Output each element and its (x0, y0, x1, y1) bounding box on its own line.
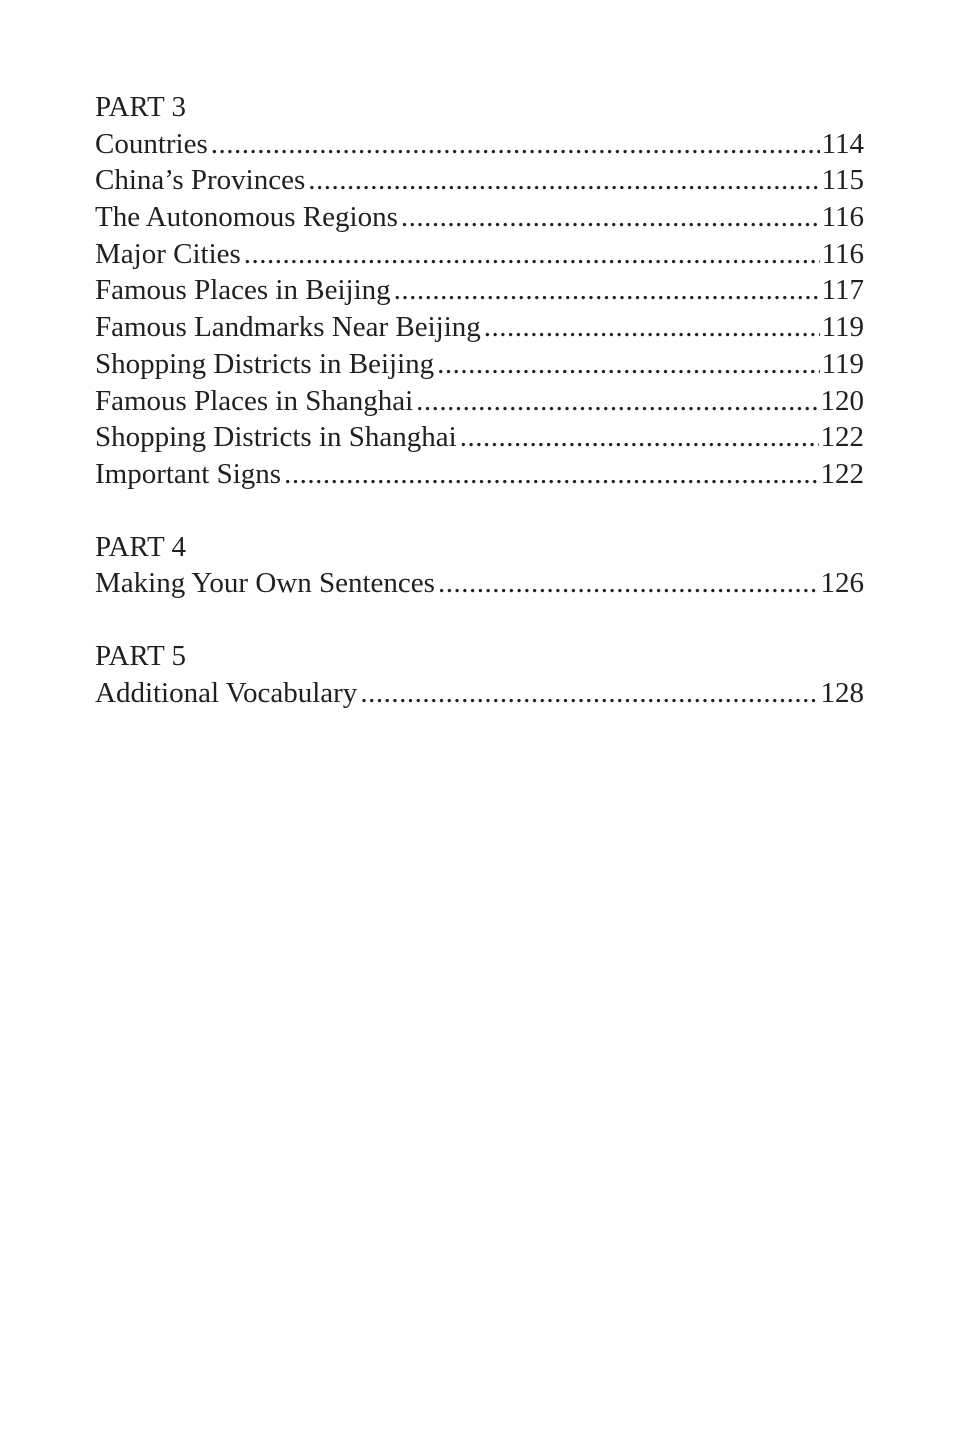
dot-leader (284, 456, 818, 493)
toc-entry-title: China’s Provinces (95, 164, 306, 197)
toc-entry-page: 115 (821, 164, 864, 197)
toc-entry[interactable] (95, 199, 864, 236)
toc-entry-page: 116 (821, 201, 864, 234)
toc-entry[interactable] (95, 346, 864, 383)
toc-entry-page: 114 (821, 127, 864, 160)
toc-entry-page: 122 (820, 421, 864, 454)
dot-leader (394, 272, 820, 309)
toc-entry-title: Famous Places in Beijing (95, 274, 391, 307)
toc-entry-title: Countries (95, 127, 208, 160)
toc-entry[interactable] (95, 565, 864, 602)
toc-entry-title: Making Your Own Sentences (95, 567, 435, 600)
toc-entry-page: 122 (820, 457, 864, 490)
section-heading: PART 3 (95, 91, 186, 123)
toc-entry-title: Shopping Districts in Beijing (95, 347, 435, 380)
toc-entry-page: 119 (821, 311, 864, 344)
toc-entry[interactable] (95, 162, 864, 199)
toc-entry-page: 128 (820, 676, 864, 709)
toc-entry[interactable] (95, 272, 864, 309)
dot-leader (360, 675, 818, 712)
toc-entry-title: The Autonomous Regions (95, 201, 398, 234)
toc-entry[interactable] (95, 456, 864, 493)
dot-leader (416, 383, 818, 420)
dot-leader (244, 236, 820, 273)
dot-leader (438, 565, 819, 602)
toc-entry-title: Additional Vocabulary (95, 676, 358, 709)
toc-entry[interactable] (95, 309, 864, 346)
toc-entry-title: Shopping Districts in Shanghai (95, 421, 457, 454)
table-of-contents (95, 89, 864, 747)
toc-entry[interactable] (95, 236, 864, 273)
dot-leader (211, 126, 820, 163)
toc-entry-page: 116 (821, 237, 864, 270)
dot-leader (460, 419, 819, 456)
toc-section-part-5 (95, 638, 864, 711)
toc-entry-title: Major Cities (95, 237, 241, 270)
toc-entry-page: 126 (820, 567, 864, 600)
dot-leader (308, 162, 819, 199)
toc-section-part-4 (95, 529, 864, 602)
toc-entry-title: Famous Landmarks Near Beijing (95, 311, 481, 344)
toc-entry-page: 117 (821, 274, 864, 307)
toc-entry[interactable] (95, 419, 864, 456)
toc-entry-title: Important Signs (95, 457, 282, 490)
toc-list (95, 565, 864, 602)
toc-entry[interactable] (95, 675, 864, 712)
toc-list (95, 675, 864, 712)
toc-entry[interactable] (95, 383, 864, 420)
toc-entry[interactable] (95, 126, 864, 163)
toc-entry-page: 120 (820, 384, 864, 417)
toc-section-part-3 (95, 89, 864, 493)
toc-entry-title: Famous Places in Shanghai (95, 384, 414, 417)
dot-leader (401, 199, 820, 236)
section-heading: PART 5 (95, 639, 186, 672)
dot-leader (437, 346, 819, 383)
toc-entry-page: 119 (821, 347, 864, 380)
dot-leader (484, 309, 820, 346)
toc-list (95, 126, 864, 493)
section-heading: PART 4 (95, 530, 186, 563)
